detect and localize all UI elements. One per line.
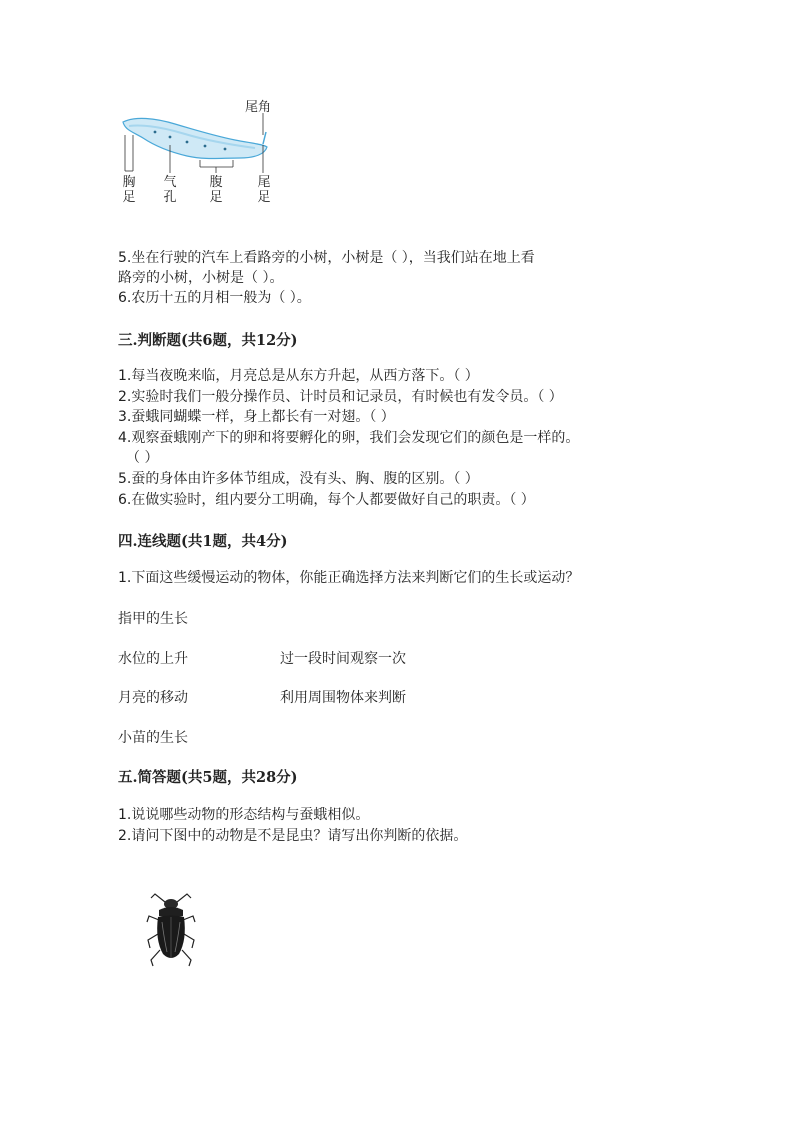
short-answer-item: 2.请问下图中的动物是不是昆虫？请写出你判断的依据。 (118, 828, 468, 844)
label-tail-horn: 尾角 (245, 100, 272, 115)
judge-item: 4.观察蚕蛾刚产下的卵和将要孵化的卵，我们会发现它们的颜色是一样的。 (118, 430, 580, 446)
label-belly-feet-1: 腹 (209, 175, 223, 190)
label-chest-feet-2: 足 (122, 190, 136, 205)
section-4-title: 四.连线题(共1题，共4分) (118, 533, 288, 550)
label-spiracle (163, 175, 177, 205)
label-chest-feet-1: 胸 (122, 175, 136, 190)
match-left-item[interactable]: 小苗的生长 (118, 730, 188, 746)
question-5-line-1: 5.坐在行驶的汽车上看路旁的小树，小树是（ ），当我们站在地上看 (118, 250, 535, 266)
section-5-title: 五.简答题(共5题，共28分) (118, 769, 298, 786)
beetle-image (145, 890, 197, 970)
label-belly-feet (209, 175, 223, 205)
judge-item: 3.蚕蛾同蝴蝶一样，身上都长有一对翅。（ ） (118, 409, 395, 425)
match-right-item[interactable]: 利用周围物体来判断 (280, 690, 406, 706)
judge-item: 5.蚕的身体由许多体节组成，没有头、胸、腹的区别。（ ） (118, 471, 479, 487)
label-spiracle-1: 气 (163, 175, 177, 190)
match-left-item[interactable]: 水位的上升 (118, 651, 188, 667)
judge-item: （ ） (126, 450, 159, 466)
judge-item: 1.每当夜晚来临，月亮总是从东方升起，从西方落下。（ ） (118, 368, 479, 384)
label-belly-feet-2: 足 (209, 190, 223, 205)
label-tail-feet-1: 尾 (257, 175, 271, 190)
label-tail-feet (257, 175, 271, 205)
section-3-title: 三.判断题(共6题，共12分) (118, 332, 298, 349)
label-chest-feet (122, 175, 136, 205)
match-left-item[interactable]: 月亮的移动 (118, 690, 188, 706)
judge-item: 6.在做实验时，组内要分工明确，每个人都要做好自己的职责。（ ） (118, 492, 535, 508)
label-spiracle-2: 孔 (163, 190, 177, 205)
question-6: 6.农历十五的月相一般为（ ）。 (118, 290, 311, 306)
judge-item: 2.实验时我们一般分操作员、计时员和记录员，有时候也有发令员。（ ） (118, 389, 563, 405)
short-answer-item: 1.说说哪些动物的形态结构与蚕蛾相似。 (118, 807, 370, 823)
match-left-item[interactable]: 指甲的生长 (118, 611, 188, 627)
match-right-item[interactable]: 过一段时间观察一次 (280, 651, 406, 667)
question-5-line-2: 路旁的小树，小树是（ ）。 (118, 270, 284, 286)
label-tail-feet-2: 足 (257, 190, 271, 205)
matching-question: 1.下面这些缓慢运动的物体，你能正确选择方法来判断它们的生长或运动？ (118, 570, 580, 586)
